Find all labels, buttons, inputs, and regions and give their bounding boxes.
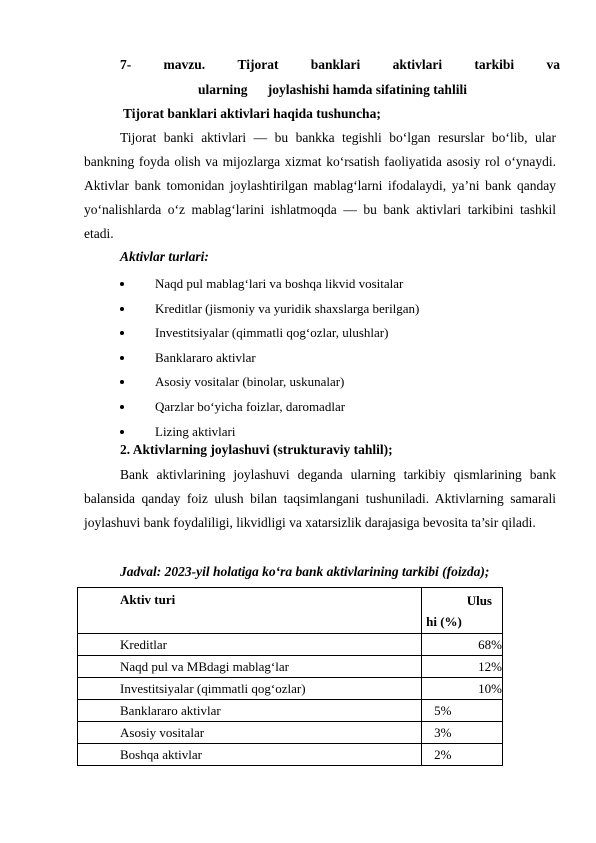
list-item: Kreditlar (jismoniy va yuridik shaxslarga berilgan) — [120, 297, 419, 322]
list-item: Lizing aktivlari — [120, 420, 419, 445]
asset-share-cell: 68% — [422, 634, 503, 656]
asset-share-cell: 12% — [422, 656, 503, 678]
table-row — [78, 744, 503, 766]
title-word: mavzu. — [163, 57, 206, 72]
list-item: Investitsiyalar (qimmatli qog‘ozlar, ulushlar) — [120, 321, 419, 346]
title-line-2: ularning joylashishi hamda sifatining tahlili — [198, 82, 467, 97]
table-row — [78, 700, 503, 722]
list-item: Asosiy vositalar (binolar, uskunalar) — [120, 370, 419, 395]
bullet-icon — [120, 331, 124, 335]
section-2-paragraph: Bank aktivlarining joylashuvi deganda ularning tarkibiy qismlarining bank balansida qanday foiz ulush bilan taqsimlangani tushuniladi. Aktivlarning samarali joylashuvi bank foydaliligi, likvidligi va xatarsizlik darajasiga bevosita ta’sir qiladi. — [84, 467, 556, 530]
bullet-icon — [120, 282, 124, 286]
asset-name-cell: Naqd pul va MBdagi mablag‘lar — [78, 656, 422, 678]
asset-structure-table — [77, 587, 503, 766]
column-header-share: Ulus hi (%) — [422, 588, 503, 634]
bullet-icon — [120, 380, 124, 384]
title-word: banklari — [310, 57, 361, 72]
bullet-icon — [120, 405, 124, 409]
column-header-asset-type: Aktiv turi — [78, 588, 422, 634]
bullet-icon — [120, 307, 124, 311]
asset-types-heading: Aktivlar turlari: — [120, 249, 209, 264]
list-item: Banklararo aktivlar — [120, 346, 419, 371]
table-caption: Jadval: 2023-yil holatiga ko‘ra bank aktivlarining tarkibi (foizda); — [120, 564, 490, 579]
asset-share-cell: 10% — [422, 678, 503, 700]
asset-share-cell: 5% — [422, 700, 503, 722]
asset-share-cell: 3% — [422, 722, 503, 744]
asset-name-cell: Kreditlar — [78, 634, 422, 656]
table-row — [78, 656, 503, 678]
asset-name-cell: Investitsiyalar (qimmatli qog‘ozlar) — [78, 678, 422, 700]
list-item: Qarzlar bo‘yicha foizlar, daromadlar — [120, 395, 419, 420]
section-1-paragraph: Tijorat banki aktivlari — bu bankka tegishli bo‘lgan resurslar bo‘lib, ular bankning foyda olish va mijozlarga xizmat ko‘rsatish faoliyatida asosiy rol o‘ynaydi. Aktivlar bank tomonidan joylashtirilgan mablag‘larni ifodalaydi, ya’ni bank qanday yo‘nalishlarda o‘z mablag‘larini ishlatmoqda — bu bank aktivlari tarkibini tashkil etadi. — [84, 130, 556, 241]
table-header-row — [78, 588, 503, 634]
table-row — [78, 678, 503, 700]
bullet-icon — [120, 356, 124, 360]
title-word: Tijorat — [237, 57, 279, 72]
asset-types-list — [120, 272, 419, 444]
asset-name-cell: Boshqa aktivlar — [78, 744, 422, 766]
asset-name-cell: Banklararo aktivlar — [78, 700, 422, 722]
bullet-icon — [120, 430, 124, 434]
section-2-heading: 2. Aktivlarning joylashuvi (strukturaviy tahlil); — [120, 442, 393, 457]
table-row — [78, 722, 503, 744]
list-item: Naqd pul mablag‘lari va boshqa likvid vositalar — [120, 272, 419, 297]
section-1-heading: Tijorat banklari aktivlari haqida tushuncha; — [123, 106, 381, 121]
asset-name-cell: Asosiy vositalar — [78, 722, 422, 744]
title-word: 7- — [120, 57, 132, 72]
asset-share-cell: 2% — [422, 744, 503, 766]
title-word: aktivlari — [392, 57, 443, 72]
title-word: tarkibi — [474, 57, 515, 72]
title-line-1 — [120, 57, 560, 73]
title-word: va — [546, 57, 560, 72]
table-row — [78, 634, 503, 656]
